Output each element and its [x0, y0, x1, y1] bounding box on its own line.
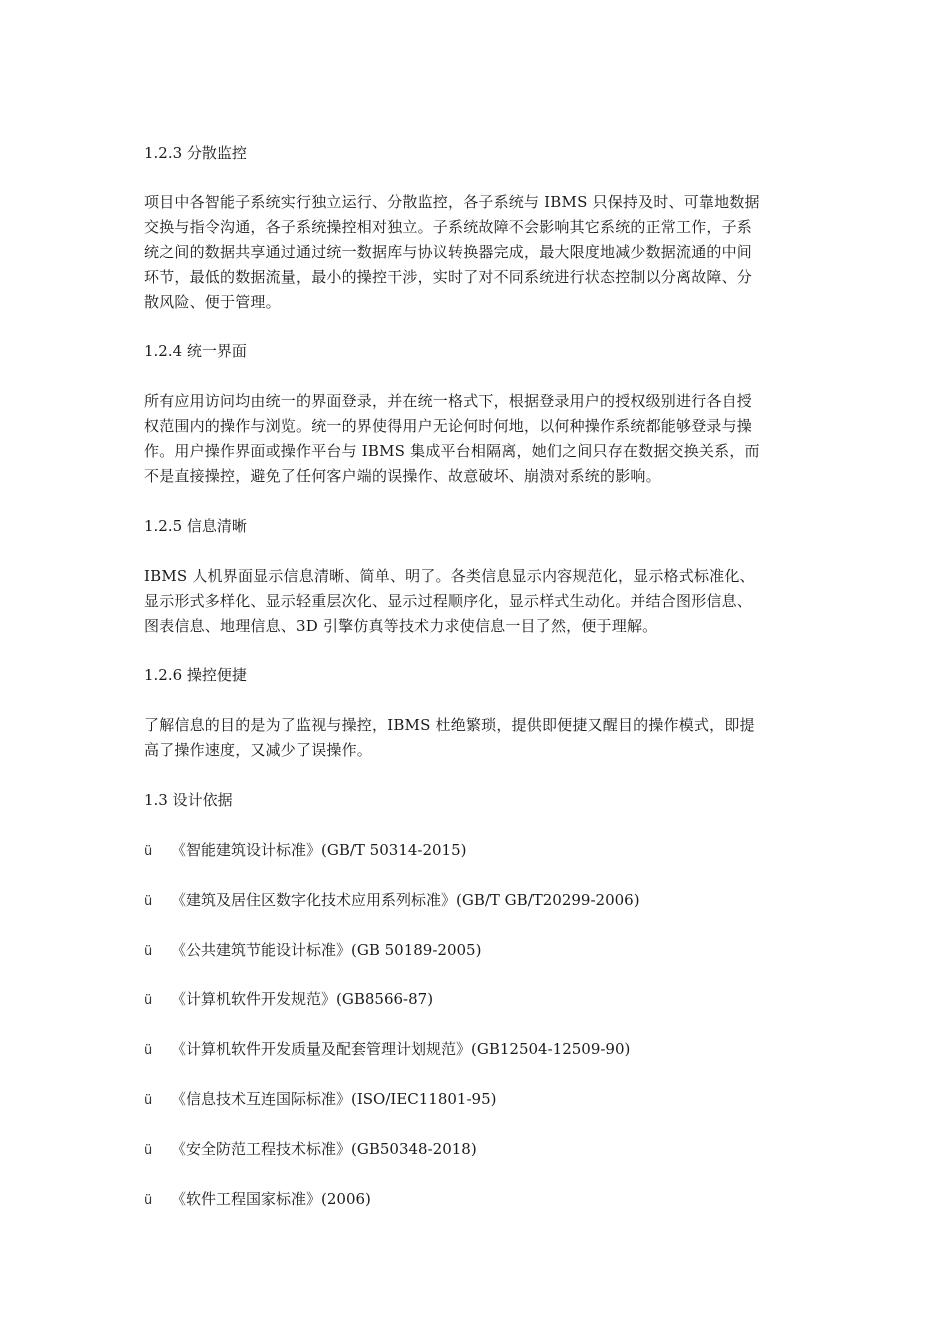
list-item-standard: [144, 1039, 630, 1061]
section-heading-design-basis: 1.3 设计依据: [144, 791, 233, 809]
paragraph-line: 散风险、便于管理。: [144, 293, 281, 311]
list-item-standard: [144, 840, 467, 862]
section-heading-distributed-monitoring: 1.2.3 分散监控: [144, 144, 247, 162]
list-item-standard: [144, 890, 640, 912]
list-item-text: 《计算机软件开发规范》(GB8566-87): [171, 990, 434, 1008]
paragraph-distributed-monitoring: [144, 190, 808, 315]
list-item-text: 《公共建筑节能设计标准》(GB 50189-2005): [171, 941, 482, 959]
paragraph-line: 所有应用访问均由统一的界面登录，并在统一格式下，根据登录用户的授权级别进行各自授: [144, 392, 753, 410]
paragraph-convenient-control: [144, 713, 808, 763]
list-item-standard: [144, 940, 481, 962]
paragraph-line: 项目中各智能子系统实行独立运行、分散监控，各子系统与 IBMS 只保持及时、可靠地数据: [144, 193, 760, 211]
paragraph-line: 不是直接操控，避免了任何客户端的误操作、故意破坏、崩溃对系统的影响。: [144, 467, 661, 485]
paragraph-clear-information: [144, 564, 808, 639]
checkmark-bullet-icon: ü: [144, 1093, 153, 1108]
list-item-standard: [144, 1139, 477, 1161]
list-item-standard: [144, 1089, 496, 1111]
list-item-standard: [144, 989, 433, 1011]
paragraph-line: 了解信息的目的是为了监视与操控，IBMS 杜绝繁琐，提供即便捷又醒目的操作模式，即提: [144, 716, 755, 734]
paragraph-line: 图表信息、地理信息、3D 引擎仿真等技术力求使信息一目了然，便于理解。: [144, 617, 658, 635]
paragraph-line: 交换与指令沟通，各子系统操控相对独立。子系统故障不会影响其它系统的正常工作，子系: [144, 218, 753, 236]
paragraph-line: 统之间的数据共享通过通过统一数据库与协议转换器完成，最大限度地减少数据流通的中间: [144, 243, 753, 261]
list-item-text: 《安全防范工程技术标准》(GB50348-2018): [171, 1140, 477, 1158]
checkmark-bullet-icon: ü: [144, 844, 153, 859]
paragraph-line: IBMS 人机界面显示信息清晰、简单、明了。各类信息显示内容规范化，显示格式标准化、: [144, 567, 755, 585]
checkmark-bullet-icon: ü: [144, 894, 153, 909]
checkmark-bullet-icon: ü: [144, 993, 153, 1008]
paragraph-unified-interface: [144, 389, 808, 489]
checkmark-bullet-icon: ü: [144, 944, 153, 959]
section-heading-clear-information: 1.2.5 信息清晰: [144, 517, 247, 535]
section-heading-convenient-control: 1.2.6 操控便捷: [144, 666, 247, 684]
checkmark-bullet-icon: ü: [144, 1193, 153, 1208]
list-item-text: 《智能建筑设计标准》(GB/T 50314-2015): [171, 841, 467, 859]
checkmark-bullet-icon: ü: [144, 1043, 153, 1058]
paragraph-line: 作。用户操作界面或操作平台与 IBMS 集成平台相隔离，她们之间只存在数据交换关系，而: [144, 442, 760, 460]
paragraph-line: 环节，最低的数据流量，最小的操控干涉，实时了对不同系统进行状态控制以分离故障、分: [144, 268, 753, 286]
section-heading-unified-interface: 1.2.4 统一界面: [144, 342, 247, 360]
list-item-text: 《建筑及居住区数字化技术应用系列标准》(GB/T GB/T20299-2006): [171, 891, 640, 909]
paragraph-line: 权范围内的操作与浏览。统一的界使得用户无论何时何地，以何种操作系统都能够登录与操: [144, 417, 753, 435]
list-item-text: 《软件工程国家标准》(2006): [171, 1190, 371, 1208]
list-item-standard: [144, 1189, 371, 1211]
checkmark-bullet-icon: ü: [144, 1143, 153, 1158]
list-item-text: 《计算机软件开发质量及配套管理计划规范》(GB12504-12509-90): [171, 1040, 631, 1058]
paragraph-line: 显示形式多样化、显示轻重层次化、显示过程顺序化，显示样式生动化。并结合图形信息、: [144, 592, 753, 610]
paragraph-line: 高了操作速度，又减少了误操作。: [144, 741, 373, 759]
list-item-text: 《信息技术互连国际标准》(ISO/IEC11801-95): [171, 1090, 497, 1108]
